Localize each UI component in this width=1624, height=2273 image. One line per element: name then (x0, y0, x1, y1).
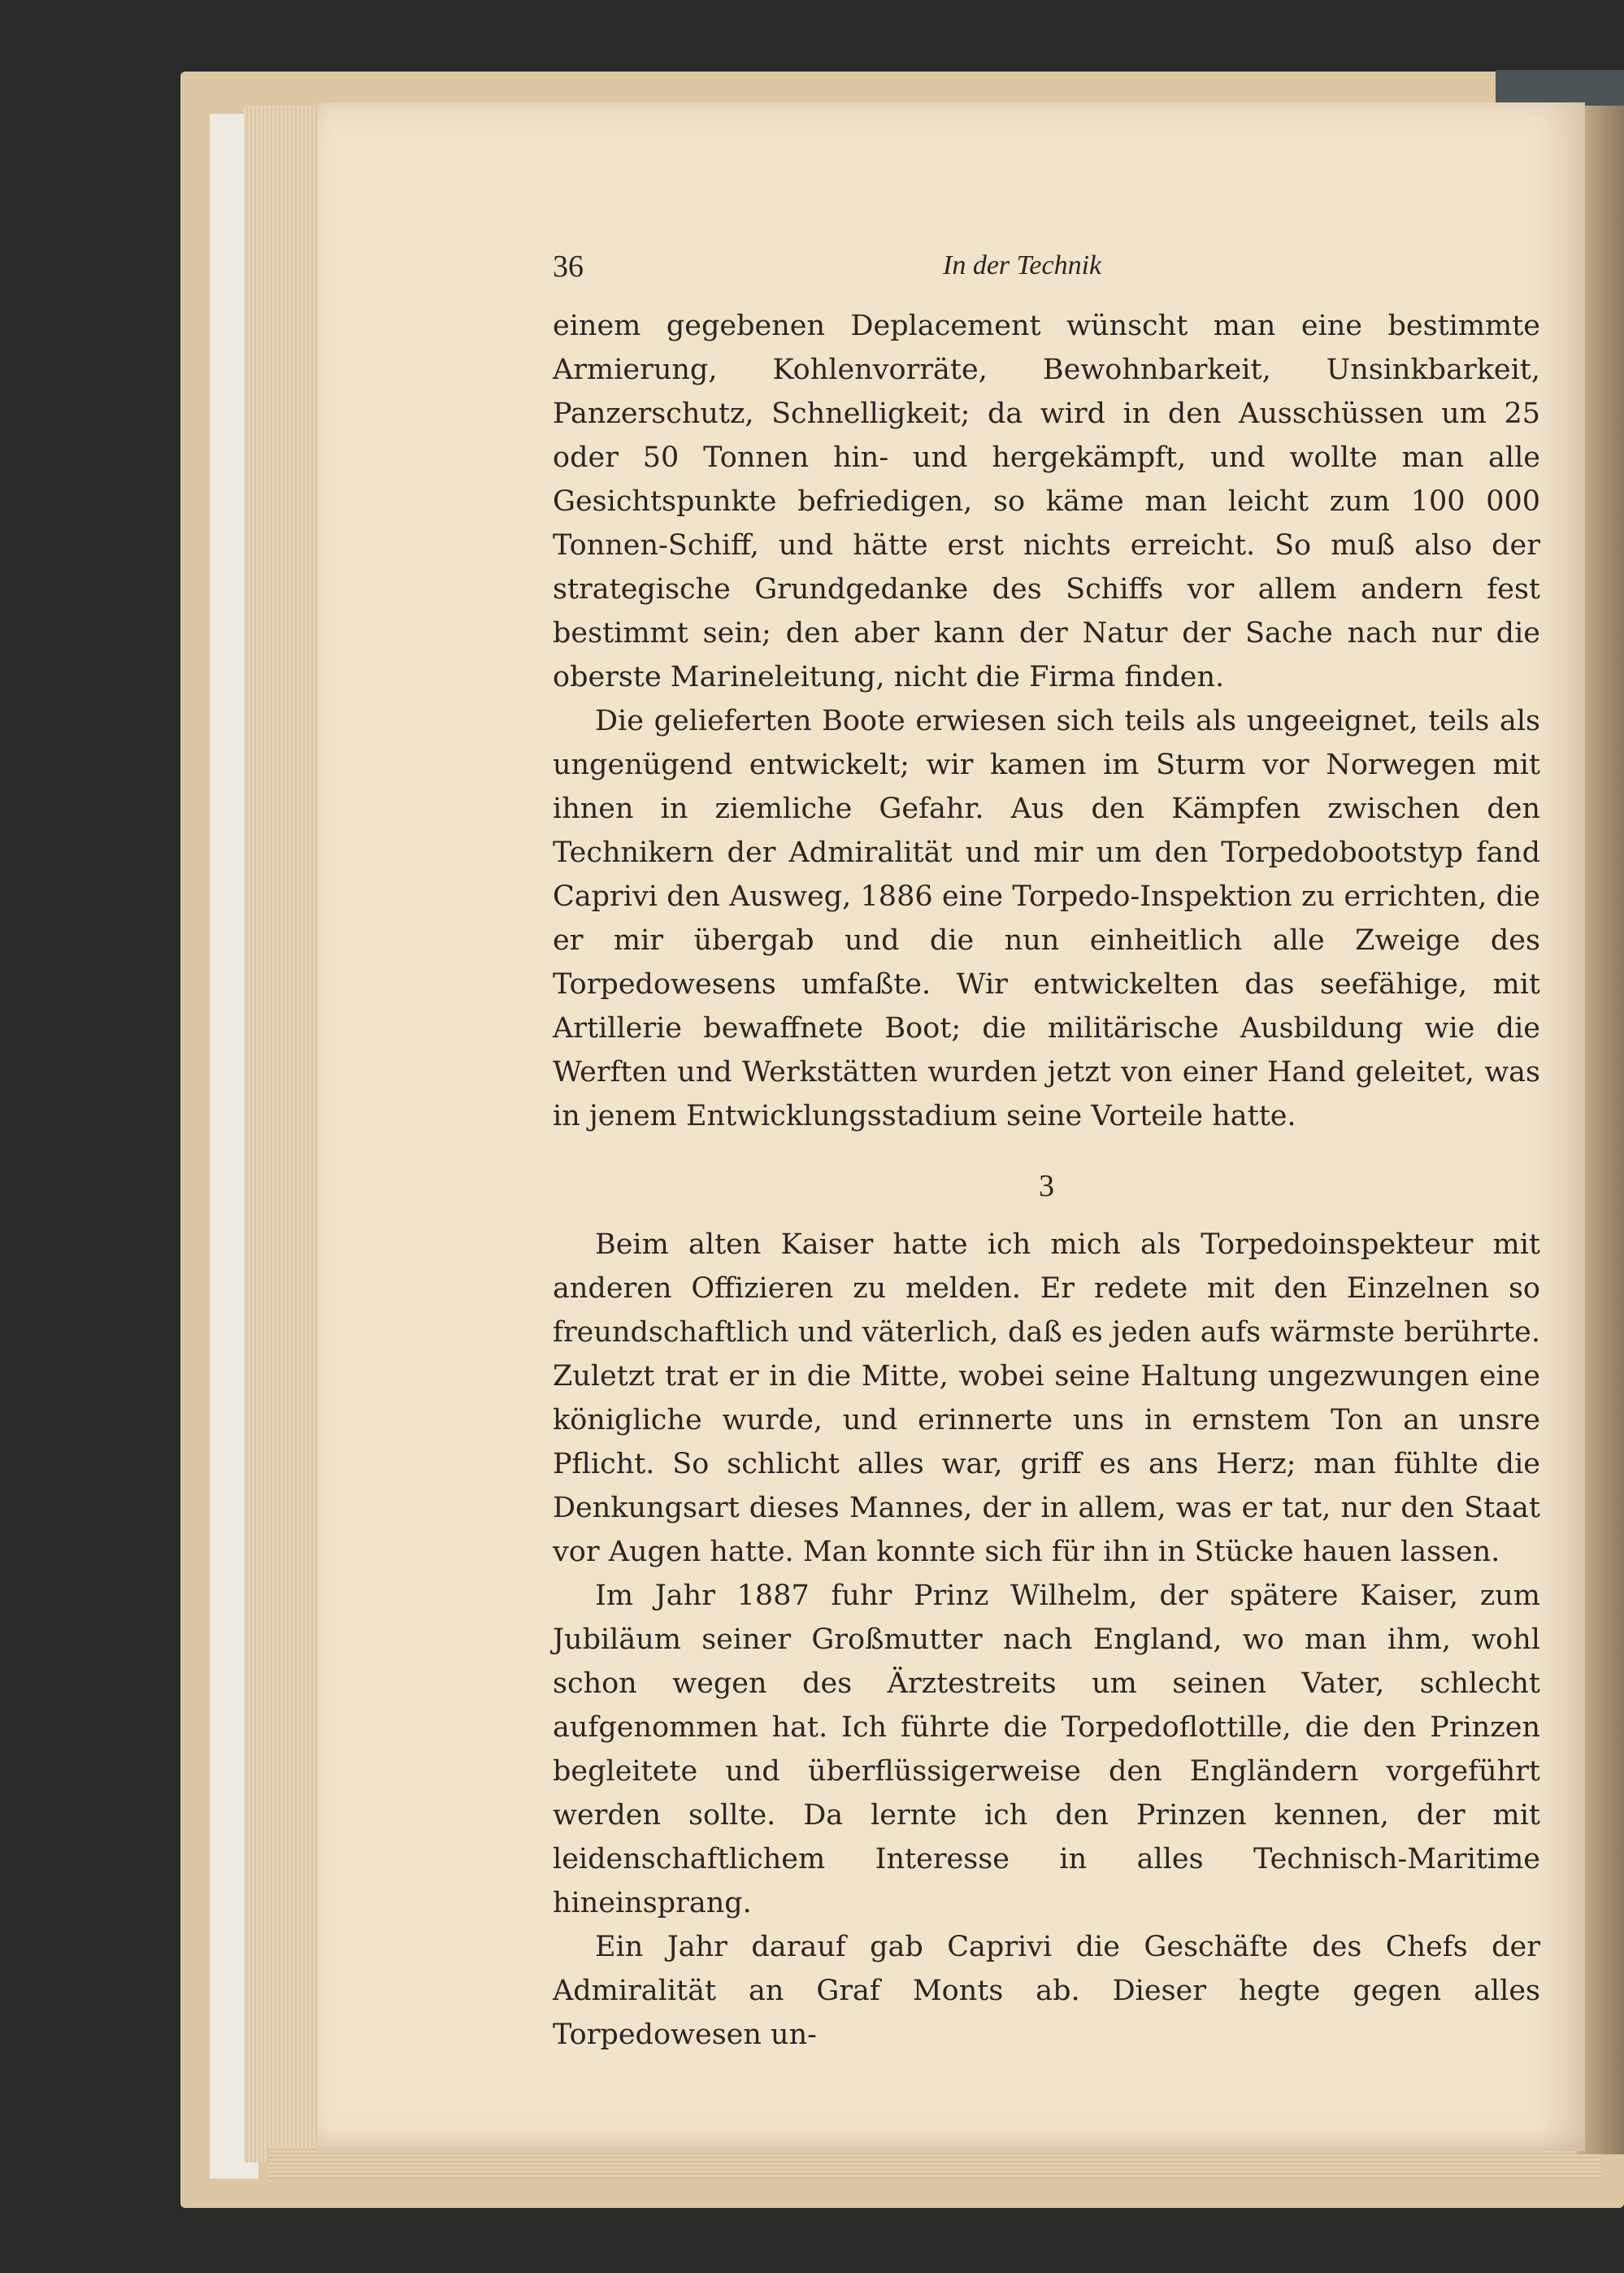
page-number: 36 (553, 250, 584, 284)
paragraph: Ein Jahr darauf gab Caprivi die Geschäfte des Chefs der Admiralität an Graf Monts ab. Dieser hegte gegen alles Torpedowesen un- (553, 1931, 1540, 2051)
paragraph: Im Jahr 1887 fuhr Prinz Wilhelm, der spätere Kaiser, zum Jubiläum seiner Großmutter nach England, wo man ihm, wohl schon wegen des Ärztestreits um seinen Vater, schlecht aufgenommen hat. Ich führte die Torpedoflottille, die den Prinzen begleitete und überflüssigerweise den Engländern vorgeführt werden sollte. Da lernte ich den Prinzen kennen, der mit leidenschaftlichem Interesse in alles Technisch-Maritime hineinsprang. (553, 1580, 1540, 1919)
paragraph-continued: einem gegebenen Deplacement wünscht man eine bestimmte Armierung, Kohlenvorräte, Bewohnbarkeit, Unsinkbarkeit, Panzerschutz, Schnelligkeit; da wird in den Ausschüssen um 25 oder 50 Tonnen hin- und hergekämpft, und wollte man alle Gesichtspunkte befriedigen, so käme man leicht zum 100 000 Tonnen-Schiff, und hätte erst nichts erreicht. So muß also der strategische Grundgedanke des Schiffs vor allem andern fest bestimmt sein; den aber kann der Natur der Sache nach nur die oberste Marineleitung, nicht die Firma finden. (553, 310, 1540, 693)
page-edges-bottom (268, 2146, 1601, 2179)
page-header (553, 249, 1544, 289)
paragraph: Beim alten Kaiser hatte ich mich als Torpedoinspekteur mit anderen Offizieren zu melden. Er redete mit den Einzelnen so freundschaftlich und väterlich, daß es jeden aufs wärmste berührte. Zuletzt trat er in die Mitte, wobei seine Haltung ungezwungen eine königliche wurde, und erinnerte uns in ernstem Ton an unsre Pflicht. So schlicht alles war, griff es ans Herz; man fühlte die Denkungsart dieses Mannes, der in allem, was er tat, nur den Staat vor Augen hatte. Man konnte sich für ihn in Stücke hauen lassen. (553, 1228, 1540, 1568)
running-head: In der Technik (943, 250, 1102, 280)
page-body-text (553, 304, 1540, 2057)
section-number: 3 (1039, 1169, 1054, 1203)
paragraph: Die gelieferten Boote erwiesen sich teils als ungeeignet, teils als ungenügend entwickelt; wir kamen im Sturm vor Norwegen mit ihnen in ziemliche Gefahr. Aus den Kämpfen zwischen den Technikern der Admiralität und mir um den Torpedobootstyp fand Caprivi den Ausweg, 1886 eine Torpedo-Inspektion zu errichten, die er mir übergab und die nun einheitlich alle Zweige des Torpedowesens umfaßte. Wir entwickelten das seefähige, mit Artillerie bewaffnete Boot; die militärische Ausbildung wie die Werften und Werkstätten wurden jetzt von einer Hand geleitet, was in jenem Entwicklungsstadium seine Vorteile hatte. (553, 705, 1540, 1132)
page-edges (244, 106, 317, 2162)
